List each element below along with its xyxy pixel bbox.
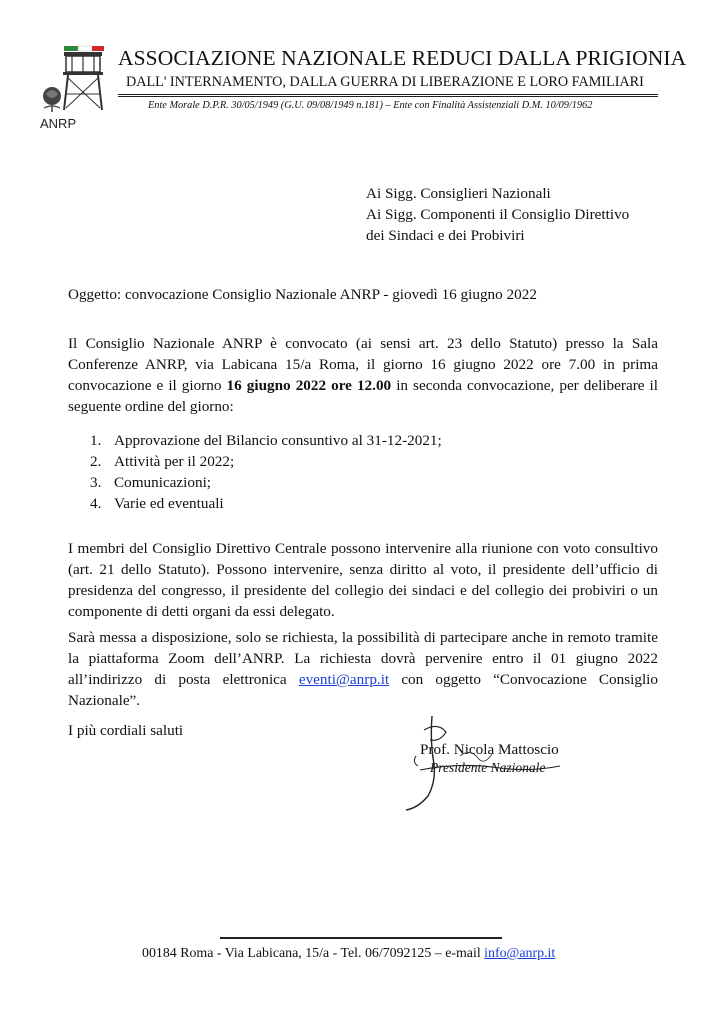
subject-line: Oggetto: convocazione Consiglio Nazionale ANRP - giovedì 16 giugno 2022 [68, 286, 537, 303]
agenda-number: 3. [90, 474, 102, 491]
events-email-link[interactable]: eventi@anrp.it [298, 671, 390, 688]
remote-participation-paragraph [68, 627, 658, 711]
anrp-logo [38, 44, 106, 130]
organization-subtitle: DALL' INTERNAMENTO, DALLA GUERRA DI LIBERAZIONE E LORO FAMILIARI [126, 74, 644, 90]
remote-text-end: con oggetto “Convocazione Consiglio Nazionale”. [68, 671, 658, 709]
second-call-date: 16 giugno 2022 ore 12.00 [226, 377, 392, 394]
handwritten-signature [400, 712, 570, 812]
closing-greeting: I più cordiali saluti [68, 722, 184, 739]
convocation-text: Il Consiglio Nazionale ANRP è convocato (ai sensi art. 23 dello Statuto) presso la Sala Conferenze ANRP, via Labicana 15/a Roma, il giorno 16 giugno 2022 ore 7.00 in prima convocazione e il giorno [68, 335, 658, 394]
organization-name: ASSOCIAZIONE NAZIONALE REDUCI DALLA PRIGIONIA [118, 46, 687, 70]
convocation-text-end: in seconda convocazione, per deliberare il seguente ordine del giorno: [68, 377, 658, 415]
footer-contact [142, 946, 555, 962]
agenda-list [90, 430, 442, 514]
agenda-item [90, 430, 442, 451]
agenda-item [90, 451, 442, 472]
agenda-number: 4. [90, 495, 102, 512]
addressee-line: dei Sindaci e dei Probiviri [366, 227, 525, 244]
addressee-line: Ai Sigg. Componenti il Consiglio Direttivo [366, 206, 630, 223]
agenda-number: 1. [90, 432, 102, 449]
signatory-name: Prof. Nicola Mattoscio [420, 741, 559, 758]
agenda-text: Approvazione del Bilancio consuntivo al 31-12-2021; [114, 432, 442, 449]
addressee-line: Ai Sigg. Consiglieri Nazionali [366, 185, 551, 202]
agenda-number: 2. [90, 453, 102, 470]
agenda-text: Attività per il 2022; [114, 453, 235, 470]
legal-note: Ente Morale D.P.R. 30/05/1949 (G.U. 09/08/1949 n.181) – Ente con Finalità Assistenziali D.M. 10/09/1962 [148, 100, 593, 111]
logo-text: ANRP [40, 116, 77, 130]
header-rule-bottom [118, 96, 658, 97]
convocation-paragraph [68, 333, 658, 417]
agenda-text: Comunicazioni; [114, 474, 212, 491]
agenda-text: Varie ed eventuali [114, 495, 224, 512]
signatory-title: Presidente Nazionale [430, 760, 546, 775]
members-paragraph: I membri del Consiglio Direttivo Centrale possono intervenire alla riunione con voto consultivo (art. 21 dello Statuto). Possono intervenire, senza diritto al voto, il presidente dell’ufficio di presidenza del congresso, il presidente del collegio dei sindaci e del collegio dei probiviri o un componente di detti organi da essi delegato. [68, 540, 658, 620]
agenda-item [90, 472, 442, 493]
info-email-link[interactable]: info@anrp.it [484, 946, 556, 961]
remote-text: Sarà messa a disposizione, solo se richiesta, la possibilità di partecipare anche in remoto tramite la piattaforma Zoom dell’ANRP. La richiesta dovrà pervenire entro il 01 giugno 2022 all’indirizzo di posta elettronica [68, 629, 658, 688]
header-rule-top [118, 94, 658, 95]
addressee-block [366, 183, 629, 246]
footer-rule [220, 937, 502, 939]
footer-address: 00184 Roma - Via Labicana, 15/a - Tel. 06/7092125 – e-mail [142, 946, 485, 961]
agenda-item [90, 493, 442, 514]
